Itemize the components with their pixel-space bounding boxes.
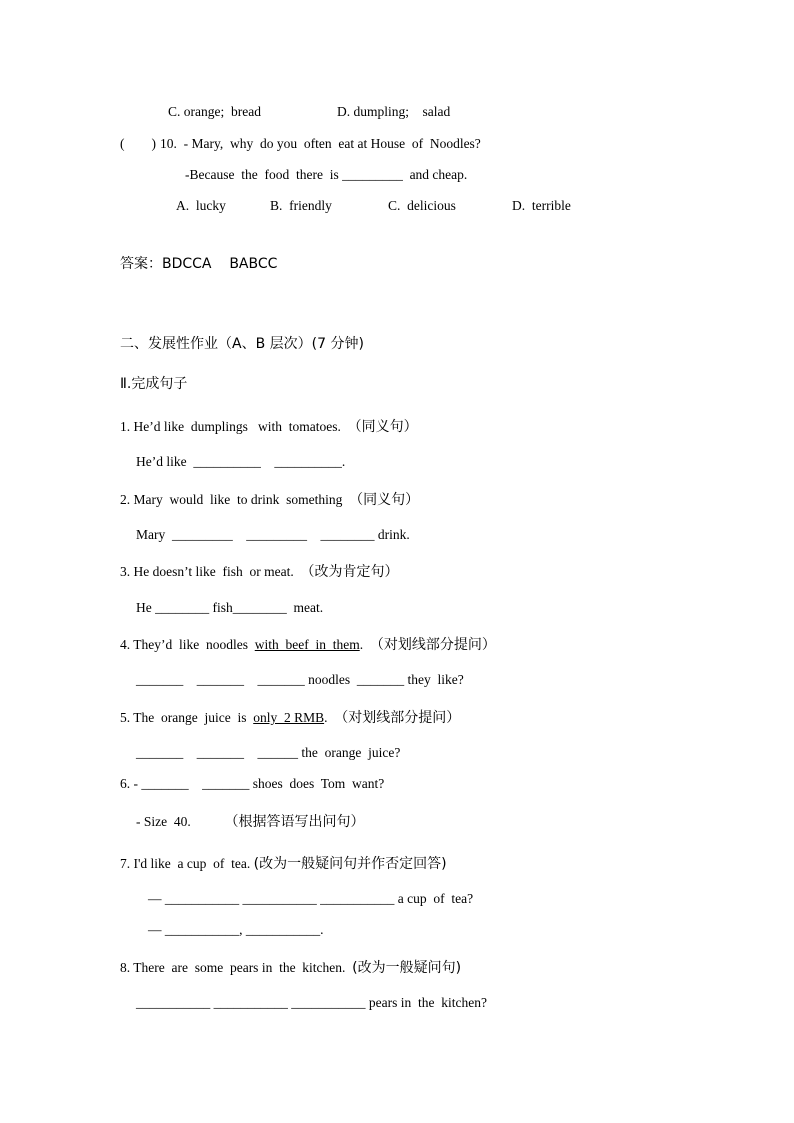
item-1-text: 1. He’d like dumplings with tomatoes. xyxy=(120,419,348,434)
q10-option-b: B. friendly xyxy=(270,198,332,213)
q10-answer-line: -Because the food there is _________ and cheap. xyxy=(185,167,468,182)
item-8-text: 8. There are some pears in the kitchen. xyxy=(120,960,353,975)
item-6-reply: - Size 40. xyxy=(136,814,225,829)
item-8-question xyxy=(120,959,461,977)
item-5-question xyxy=(120,709,460,727)
item-4-question xyxy=(120,636,496,654)
item-2-question xyxy=(120,491,419,509)
item-3-text: 3. He doesn’t like fish or meat. xyxy=(120,564,301,579)
item-6-instruction: （根据答语写出问句） xyxy=(224,814,365,830)
item-2-text: 2. Mary would like to drink something xyxy=(120,492,350,507)
item-7-answer-line-2: — ___________, ___________. xyxy=(148,922,324,937)
q10-option-c: C. delicious xyxy=(388,198,456,213)
item-7-instruction: (改为一般疑问句并作否定回答) xyxy=(253,856,447,872)
item-3-instruction: （改为肯定句） xyxy=(300,564,399,580)
item-6-question: 6. - _______ _______ shoes does Tom want? xyxy=(120,776,385,791)
item-4-period: . xyxy=(359,637,370,652)
item-3-answer-blanks: He ________ fish________ meat. xyxy=(136,600,324,615)
item-8-answer-blanks: ___________ ___________ ___________ pears in the kitchen? xyxy=(136,995,487,1010)
item-4-text: 4. They’d like noodles xyxy=(120,637,255,652)
part-2-title: Ⅱ.完成句子 xyxy=(120,376,188,392)
item-5-answer-blanks: _______ _______ ______ the orange juice? xyxy=(136,745,401,760)
answer-key: 答案：BDCCA BABCC xyxy=(120,256,278,272)
item-4-answer-blanks: _______ _______ _______ noodles _______ they like? xyxy=(136,672,464,687)
q10-option-a: A. lucky xyxy=(176,198,226,213)
item-7-answer-line-1: — ___________ ___________ ___________ a cup of tea? xyxy=(148,891,474,906)
item-1-answer-blanks: He’d like __________ __________. xyxy=(136,454,346,469)
item-2-instruction: （同义句） xyxy=(349,492,420,508)
item-4-underlined-part: with beef in them xyxy=(254,637,360,652)
item-5-underlined-part: only 2 RMB xyxy=(253,710,325,725)
q9-option-c: C. orange; bread xyxy=(168,104,261,119)
item-1-question xyxy=(120,418,418,436)
item-7-text: 7. I'd like a cup of tea. xyxy=(120,856,254,871)
item-6-answer xyxy=(136,813,365,831)
q10-answer-paren: ( ) xyxy=(120,136,156,151)
item-5-instruction: （对划线部分提问） xyxy=(334,710,461,726)
item-7-question xyxy=(120,855,447,873)
item-1-instruction: （同义句） xyxy=(347,419,418,435)
item-3-question xyxy=(120,563,398,581)
q10-question: 10. - Mary, why do you often eat at House of Noodles? xyxy=(160,136,481,151)
item-5-period: . xyxy=(324,710,335,725)
item-2-answer-blanks: Mary _________ _________ ________ drink. xyxy=(136,527,410,542)
item-4-instruction: （对划线部分提问） xyxy=(369,637,496,653)
item-8-instruction: (改为一般疑问句) xyxy=(352,960,462,976)
section-2-title: 二、发展性作业（A、B 层次）(7 分钟) xyxy=(120,336,364,352)
q10-option-d: D. terrible xyxy=(512,198,571,213)
q9-option-d: D. dumpling; salad xyxy=(337,104,451,119)
item-5-text: 5. The orange juice is xyxy=(120,710,254,725)
